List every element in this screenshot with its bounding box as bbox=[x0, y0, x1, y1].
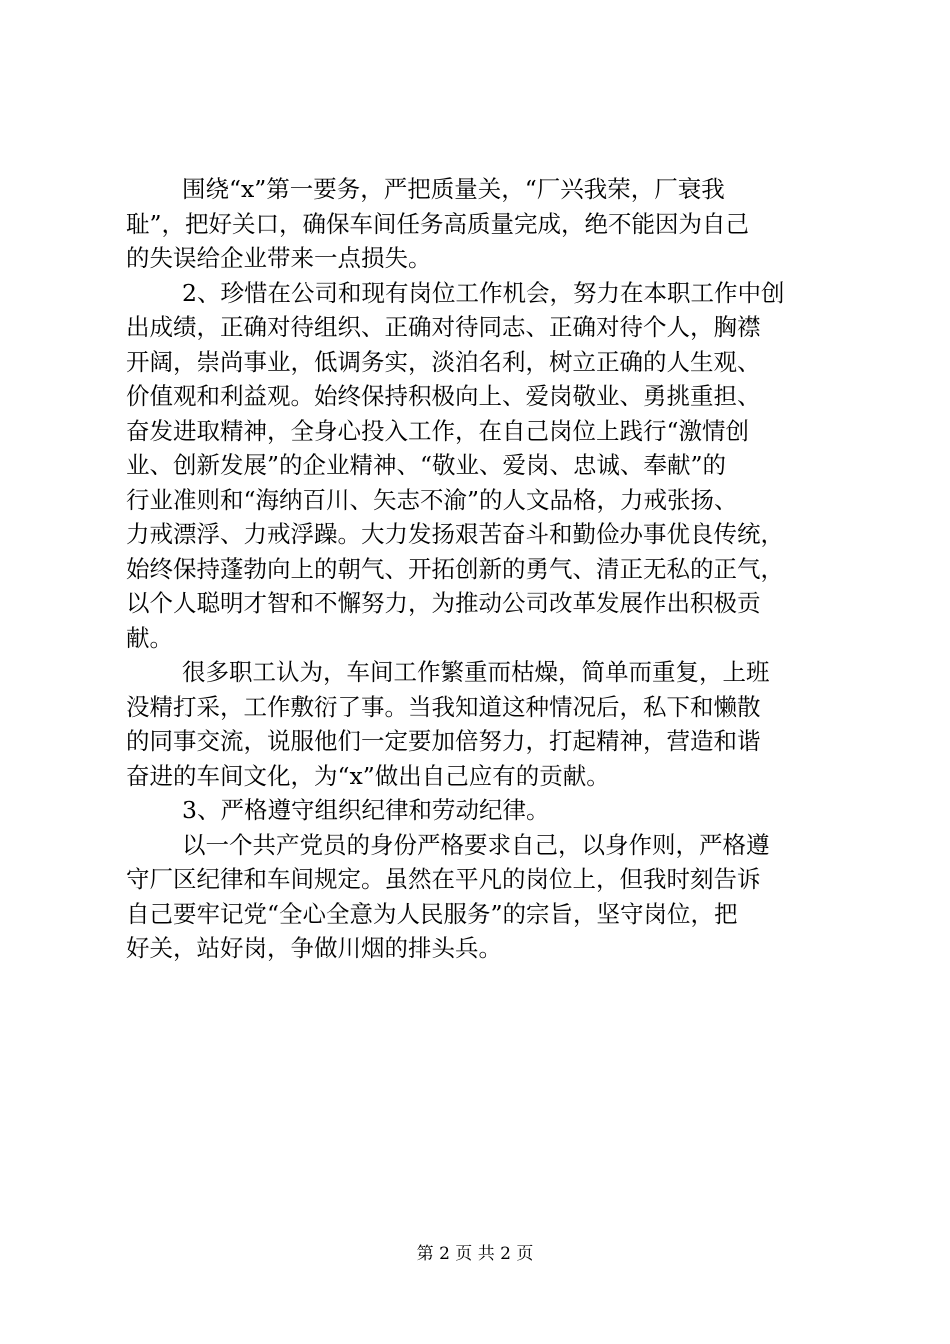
text-line: 出成绩，正确对待组织、正确对待同志、正确对待个人，胸襟 bbox=[126, 313, 761, 341]
text-line: 耻”，把好关口，确保车间任务高质量完成，绝不能因为自己 bbox=[126, 209, 750, 238]
text-line: 守厂区纪律和车间规定。虽然在平凡的岗位上，但我时刻告诉 bbox=[126, 865, 761, 893]
text-line: 的同事交流，说服他们一定要加倍努力，打起精神，营造和谐 bbox=[126, 727, 761, 755]
text-line: 价值观和利益观。始终保持积极向上、爱岗敬业、勇挑重担、 bbox=[126, 382, 761, 410]
text-line: 行业准则和“海纳百川、矢志不渝”的人文品格，力戒张扬、 bbox=[126, 485, 738, 514]
text-line: 2、珍惜在公司和现有岗位工作机会，努力在本职工作中创 bbox=[182, 278, 785, 307]
text-line: 献。 bbox=[126, 623, 173, 652]
text-line: 以个人聪明才智和不懈努力，为推动公司改革发展作出积极贡 bbox=[126, 589, 761, 617]
text-line: 没精打采，工作敷衍了事。当我知道这种情况后，私下和懒散 bbox=[126, 692, 761, 721]
text-line: 以一个共产党员的身份严格要求自己，以身作则，严格遵 bbox=[182, 830, 770, 859]
text-line: 力戒漂浮、力戒浮躁。大力发扬艰苦奋斗和勤俭办事优良传统， bbox=[126, 520, 784, 548]
text-line: 始终保持蓬勃向上的朝气、开拓创新的勇气、清正无私的正气， bbox=[126, 554, 784, 583]
text-line: 很多职工认为，车间工作繁重而枯燥，简单而重复，上班 bbox=[182, 658, 770, 686]
text-line: 的失误给企业带来一点损失。 bbox=[126, 244, 432, 272]
document-body bbox=[126, 172, 826, 966]
text-line: 围绕“x”第一要务，严把质量关，“厂兴我荣，厂衰我 bbox=[182, 175, 725, 203]
text-line: 自己要牢记党“全心全意为人民服务”的宗旨，坚守岗位，把 bbox=[126, 899, 738, 928]
text-line: 好关，站好岗，争做川烟的排头兵。 bbox=[126, 934, 502, 962]
text-line: 奋发进取精神，全身心投入工作，在自己岗位上践行“激情创 bbox=[126, 416, 750, 445]
page-number-footer: 第 2 页 共 2 页 bbox=[416, 1244, 534, 1264]
text-line: 3、严格遵守组织纪律和劳动纪律。 bbox=[182, 796, 550, 824]
text-line: 奋进的车间文化，为“x”做出自己应有的贡献。 bbox=[126, 761, 610, 790]
text-line: 开阔，崇尚事业，低调务实，淡泊名利，树立正确的人生观、 bbox=[126, 347, 761, 376]
text-line: 业、创新发展”的企业精神、“敬业、爱岗、忠诚、奉献”的 bbox=[126, 451, 727, 479]
